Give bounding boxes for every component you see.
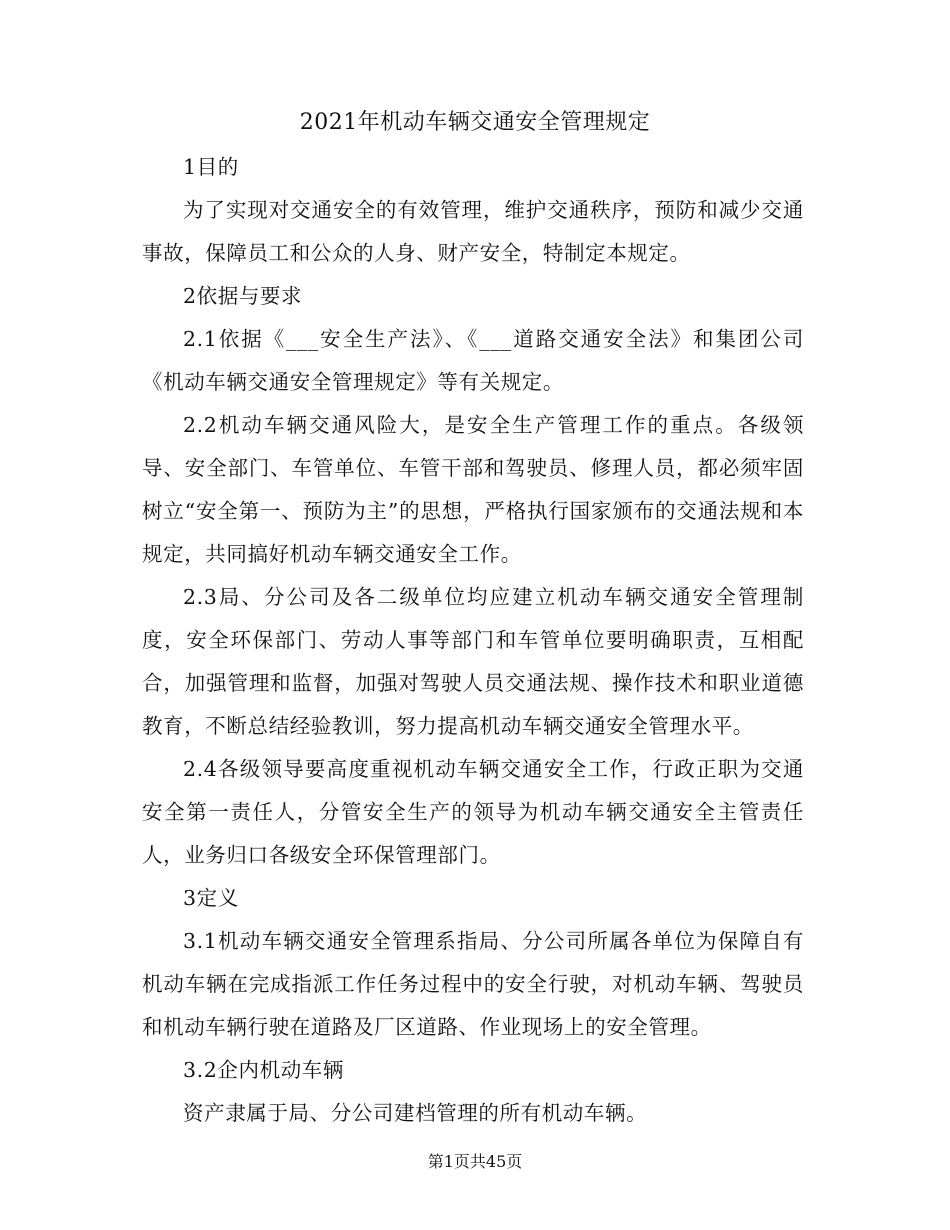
- paragraph-2-4: 2.4各级领导要高度重视机动车辆交通安全工作，行政正职为交通安全第一责任人，分管安全生产的领导为机动车辆交通安全主管责任人，业务归口各级安全环保管理部门。: [142, 757, 804, 867]
- page-number: 第1页共45页: [427, 1152, 523, 1171]
- section-heading-purpose: 1目的: [183, 155, 239, 179]
- section-heading-definition: 3定义: [183, 886, 239, 910]
- document-title: 2021年机动车辆交通安全管理规定: [299, 110, 651, 135]
- document-body: [142, 146, 804, 1135]
- paragraph-3-2-body: 资产隶属于局、分公司建档管理的所有机动车辆。: [183, 1101, 648, 1125]
- paragraph-2-1: 2.1依据《___安全生产法》、《___道路交通安全法》和集团公司《机动车辆交通安全管理规定》等有关规定。: [142, 327, 804, 394]
- paragraph-2-3: 2.3局、分公司及各二级单位均应建立机动车辆交通安全管理制度，安全环保部门、劳动人事等部门和车管单位要明确职责，互相配合，加强管理和监督，加强对驾驶人员交通法规、操作技术和职业道德教育，不断总结经验教训，努力提高机动车辆交通安全管理水平。: [142, 585, 804, 738]
- paragraph-3-1: 3.1机动车辆交通安全管理系指局、分公司所属各单位为保障自有机动车辆在完成指派工作任务过程中的安全行驶，对机动车辆、驾驶员和机动车辆行驶在道路及厂区道路、作业现场上的安全管理。: [142, 929, 804, 1039]
- paragraph-purpose: 为了实现对交通安全的有效管理，维护交通秩序，预防和减少交通事故，保障员工和公众的人身、财产安全，特制定本规定。: [142, 198, 804, 265]
- paragraph-3-2-heading: 3.2企内机动车辆: [183, 1058, 345, 1082]
- section-heading-basis: 2依据与要求: [183, 284, 303, 308]
- paragraph-2-2: 2.2机动车辆交通风险大，是安全生产管理工作的重点。各级领导、安全部门、车管单位、车管干部和驾驶员、修理人员，都必须牢固树立“安全第一、预防为主”的思想，严格执行国家颁布的交通法规和本规定，共同搞好机动车辆交通安全工作。: [142, 413, 804, 566]
